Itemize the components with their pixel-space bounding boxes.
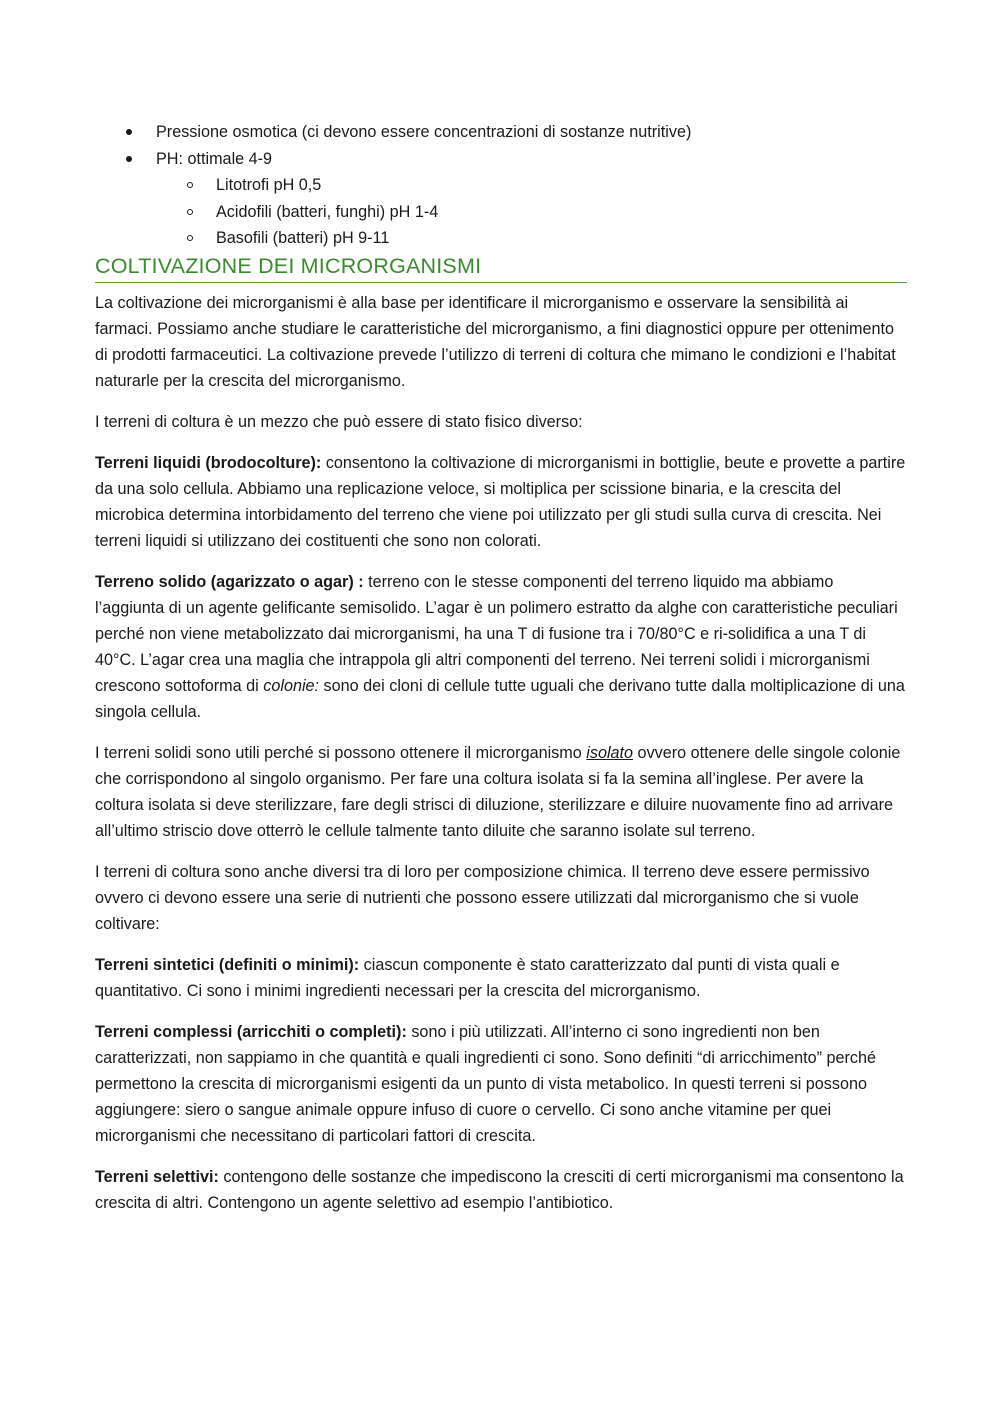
list-item-text: Pressione osmotica (ci devono essere concentrazioni di sostanze nutritive)	[156, 123, 692, 141]
paragraph-text: I terreni solidi sono utili perché si possono ottenere il microrganismo	[95, 743, 587, 762]
paragraph-selective-media	[95, 1164, 907, 1216]
page-content	[95, 119, 907, 1216]
circle-bullet-icon	[187, 209, 193, 215]
paragraph-liquid-media	[95, 450, 907, 554]
term-text: contengono delle sostanze che impediscono la cresciti di certi microrganismi ma consentono la crescita di altri. Contengono un agente selettivo ad esempio l’antibiotico.	[95, 1167, 904, 1212]
emphasis-text: colonie:	[263, 676, 320, 695]
sub-list-item	[95, 225, 907, 252]
paragraph-complex-media	[95, 1019, 907, 1149]
paragraph-text: ovvero ottenere delle singole colonie che corrispondono al singolo organismo. Per fare una coltura isolata si fa la semina all’inglese. Per avere la coltura isolata si deve sterilizzare, fare degli strisci di diluzione, sterilizzare e diluire nuovamente fino ad arrivare all’ultimo striscio dove otterrò le cellule talmente tanto diluite che saranno isolate sul terreno.	[95, 743, 901, 840]
sub-list-item	[95, 172, 907, 199]
paragraph-solid-media	[95, 569, 907, 725]
sub-list-item	[95, 199, 907, 226]
term-text: sono dei cloni di cellule tutte uguali che derivano tutte dalla moltiplicazione di una singola cellula.	[95, 676, 905, 721]
paragraph-composition: I terreni di coltura sono anche diversi tra di loro per composizione chimica. Il terreno deve essere permissivo ovvero ci devono essere una serie di nutrienti che possono essere utilizzati dal microrganismo che si vuole coltivare:	[95, 862, 870, 933]
paragraph-isolation	[95, 740, 907, 844]
bullet-icon	[126, 156, 132, 162]
section-heading: COLTIVAZIONE DEI MICRORGANISMI	[95, 252, 907, 283]
term-label: Terreno solido (agarizzato o agar) :	[95, 572, 364, 591]
circle-bullet-icon	[187, 235, 193, 241]
sub-list-item-text: Acidofili (batteri, funghi) pH 1-4	[216, 202, 439, 221]
term-label: Terreni selettivi:	[95, 1167, 219, 1186]
term-text: terreno con le stesse componenti del terreno liquido ma abbiamo l’aggiunta di un agente gelificante semisolido. L’agar è un polimero estratto da alghe con caratteristiche peculiari perché non viene metabolizzato dai microrganismi, ha una T di fusione tra i 70/80°C e ri-solidifica a una T di 40°C. L’agar crea una maglia che intrappola gli altri componenti del terreno. Nei terreni solidi i microrganismi crescono sottoforma di	[95, 572, 898, 695]
list-item	[95, 119, 907, 146]
term-text: sono i più utilizzati. All’interno ci sono ingredienti non ben caratterizzati, non sappiamo in che quantità e quali ingredienti ci sono. Sono definiti “di arricchimento” perché permettono la crescita di microrganismi esigenti da un punto di vista metabolico. In questi terreni si possono aggiungere: siero o sangue animale oppure infuso di cuore o cervello. Ci sono anche vitamine per quei microrganismi che necessitano di particolari fattori di crescita.	[95, 1022, 877, 1145]
paragraph-intro: La coltivazione dei microrganismi è alla base per identificare il microrganismo e osservare la sensibilità ai farmaci. Possiamo anche studiare le caratteristiche del microrganismo, a fini diagnostici oppure per ottenimento di prodotti farmaceutici. La coltivazione prevede l’utilizzo di terreni di coltura che mimano le condizioni e l’habitat naturarle per la crescita del microrganismo.	[95, 293, 896, 390]
sub-list-item-text: Litotrofi pH 0,5	[216, 176, 322, 194]
term-text: consentono la coltivazione di microrganismi in bottiglie, beute e provette a partire da una solo cellula. Abbiamo una replicazione veloce, si moltiplica per scissione binaria, e la crescita del microbica determina intorbidamento del terreno che viene poi utilizzato per gli studi sulla curva di crescita. Nei terreni liquidi si utilizzano dei costituenti che sono non colorati.	[95, 453, 906, 550]
list-item	[95, 146, 907, 252]
term-label: Terreni liquidi (brodocolture):	[95, 453, 322, 472]
term-label: Terreni complessi (arricchiti o completi):	[95, 1022, 407, 1041]
paragraph-media-states: I terreni di coltura è un mezzo che può essere di stato fisico diverso:	[95, 412, 583, 431]
list-item-text: PH: ottimale 4-9	[156, 149, 273, 168]
sub-list-item-text: Basofili (batteri) pH 9-11	[216, 229, 390, 247]
bullet-icon	[126, 129, 132, 135]
term-text: ciascun componente è stato caratterizzato dal punti di vista quali e quantitativo. Ci sono i minimi ingredienti necessari per la crescita del microrganismo.	[95, 955, 840, 1000]
bullet-list	[95, 119, 907, 252]
term-label: Terreni sintetici (definiti o minimi):	[95, 955, 360, 974]
sub-list	[95, 172, 907, 252]
emphasis-text: isolato	[586, 743, 634, 762]
circle-bullet-icon	[187, 182, 193, 188]
paragraph-synthetic-media	[95, 952, 907, 1004]
